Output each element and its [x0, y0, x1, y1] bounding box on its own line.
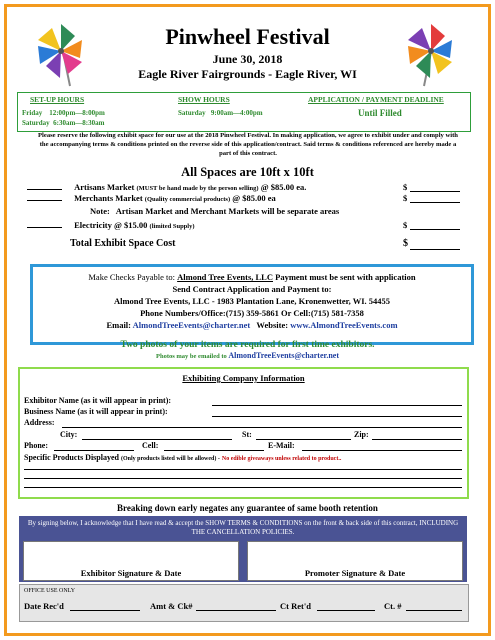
artisans-label: Artisans Market	[74, 182, 135, 192]
spaces-heading: All Spaces are 10ft x 10ft	[181, 165, 314, 179]
merchants-note: (Quality commercial products)	[144, 196, 231, 203]
artisans-note: (MUST be hand made by the person selling)	[136, 185, 259, 192]
agreement-text: By signing below, I acknowledge that I have read & accept the SHOW TERMS & CONDITIONS on the front & back side of this contract, INCLUDING THE CANCELLATION POLICIES.	[27, 519, 459, 536]
event-location: Eagle River Fairgrounds - Eagle River, WI	[138, 67, 357, 81]
business-name-field[interactable]	[212, 407, 462, 417]
exhibitor-name-label: Exhibitor Name (as it will appear in print):	[24, 396, 172, 405]
checks-suffix: Payment must be sent with application	[275, 272, 416, 282]
city-field[interactable]	[82, 430, 232, 440]
electricity-row	[27, 220, 467, 230]
deadline-value: Until Filled	[358, 108, 402, 118]
deadline-header: APPLICATION / PAYMENT DEADLINE	[308, 95, 444, 104]
total-cost-label: Total Exhibit Space Cost	[70, 238, 176, 249]
exhibitor-signature-box[interactable]	[23, 541, 239, 581]
state-label: St:	[242, 430, 252, 439]
electricity-label: Electricity @ $15.00	[74, 220, 148, 230]
email-field-label: E-Mail:	[268, 441, 295, 450]
promoter-signature-box[interactable]	[247, 541, 463, 581]
date-received-label: Date Rec'd	[24, 601, 64, 611]
city-label: City:	[60, 430, 78, 439]
mail-address: Almond Tree Events, LLC - 1983 Plantation Lane, Kronenwetter, WI. 54455	[113, 296, 391, 306]
state-field[interactable]	[256, 430, 351, 440]
merchants-qty-field[interactable]	[27, 200, 62, 201]
cell-label: Cell:	[142, 441, 159, 450]
markets-note: Note: Artisan Market and Merchant Markets will be separate areas	[90, 206, 340, 216]
setup-hours-header: SET-UP HOURS	[30, 95, 85, 104]
zip-label: Zip:	[354, 430, 369, 439]
artisans-row	[27, 182, 467, 192]
total-cost-field[interactable]	[410, 238, 460, 250]
ct-returned-field[interactable]	[317, 601, 375, 611]
date-received-field[interactable]	[70, 601, 140, 611]
ct-returned-label: Ct Ret'd	[280, 601, 311, 611]
zip-field[interactable]	[372, 430, 462, 440]
products-field-1[interactable]	[24, 463, 462, 470]
phone-field[interactable]	[54, 441, 134, 451]
page-title: Pinwheel Festival	[165, 24, 330, 49]
products-note: (Only products listed will be allowed) -	[120, 456, 220, 462]
email-link[interactable]: AlmondTreeEvents@charter.net	[132, 320, 251, 330]
electricity-qty-field[interactable]	[27, 227, 62, 228]
breakdown-notice: Breaking down early negates any guarantee of same booth retention	[117, 503, 378, 513]
products-warning: No edible giveaways unless related to product..	[221, 456, 342, 462]
office-use-box	[19, 584, 469, 622]
artisans-dollar: $	[403, 182, 408, 192]
artisans-total-field[interactable]	[410, 182, 460, 192]
ct-number-label: Ct. #	[384, 601, 402, 611]
photos-email-link[interactable]: AlmondTreeEvents@charter.net	[228, 351, 340, 360]
website-label: Website:	[256, 320, 289, 330]
amount-check-label: Amt & Ck#	[150, 601, 193, 611]
cell-field[interactable]	[164, 441, 264, 451]
show-hours-line: Saturday 9:00am—4:00pm	[178, 109, 263, 117]
website-link[interactable]: www.AlmondTreeEvents.com	[290, 320, 398, 330]
merchants-dollar: $	[403, 193, 408, 203]
payment-box	[30, 264, 474, 345]
amount-check-field[interactable]	[196, 601, 276, 611]
business-name-label: Business Name (as it will appear in print):	[24, 407, 168, 416]
exhibitor-heading: Exhibiting Company Information	[182, 373, 305, 383]
electricity-total-field[interactable]	[410, 220, 460, 230]
phone-label: Phone:	[24, 441, 48, 450]
exhibitor-name-field[interactable]	[212, 396, 462, 406]
email-field[interactable]	[302, 441, 462, 451]
show-hours-header: SHOW HOURS	[178, 95, 230, 104]
phone-numbers: Phone Numbers/Office:(715) 359-5861 Or Cell:(715) 581-7358	[140, 308, 364, 318]
address-field[interactable]	[62, 418, 462, 428]
setup-hours-line2: Saturday 6:30am—8:30am	[22, 119, 105, 127]
office-use-heading: OFFICE USE ONLY	[24, 588, 76, 594]
exhibitor-signature-label: Exhibitor Signature & Date	[80, 568, 182, 578]
merchants-label: Merchants Market	[74, 193, 143, 203]
merchants-price: @ $85.00 ea	[232, 193, 276, 203]
event-date: June 30, 2018	[212, 52, 283, 66]
total-dollar: $	[403, 238, 408, 249]
products-field-3[interactable]	[24, 481, 462, 488]
photos-email-prefix: Photos may be emailed to	[155, 353, 227, 360]
products-field-2[interactable]	[24, 472, 462, 479]
artisans-qty-field[interactable]	[27, 189, 62, 190]
merchants-total-field[interactable]	[410, 193, 460, 203]
hours-box	[17, 92, 471, 132]
address-label: Address:	[24, 418, 55, 427]
photos-email-line	[0, 351, 495, 360]
email-label: Email:	[106, 320, 131, 330]
artisans-price: @ $85.00 ea.	[260, 182, 307, 192]
signature-section	[19, 516, 467, 582]
promoter-signature-label: Promoter Signature & Date	[304, 568, 406, 578]
checks-prefix: Make Checks Payable to:	[88, 272, 175, 282]
merchants-row	[27, 193, 467, 203]
checks-line	[33, 272, 471, 282]
photos-required: Two photos of your items are required for first time exhibitors.	[120, 340, 375, 350]
send-line: Send Contract Application and Payment to:	[172, 284, 332, 294]
products-label: Specific Products Displayed	[24, 453, 119, 462]
setup-hours-line1: Friday 12:00pm—8:00pm	[22, 109, 105, 117]
products-line	[24, 453, 464, 462]
electricity-dollar: $	[403, 220, 408, 230]
intro-paragraph: Please reserve the following exhibit space for our use at the 2018 Pinwheel Festival. In making application, we agree to exhibit under and comply with the accompanying terms & conditions printed on the reverse side of this application/contract. Said terms & conditions referenced are hereby made a part of this contract.	[38, 132, 458, 157]
ct-number-field[interactable]	[406, 601, 462, 611]
electricity-note: (limited Supply)	[149, 223, 195, 230]
exhibitor-info-box	[18, 367, 469, 499]
contact-line	[33, 320, 471, 330]
payee: Almond Tree Events, LLC	[177, 272, 273, 282]
